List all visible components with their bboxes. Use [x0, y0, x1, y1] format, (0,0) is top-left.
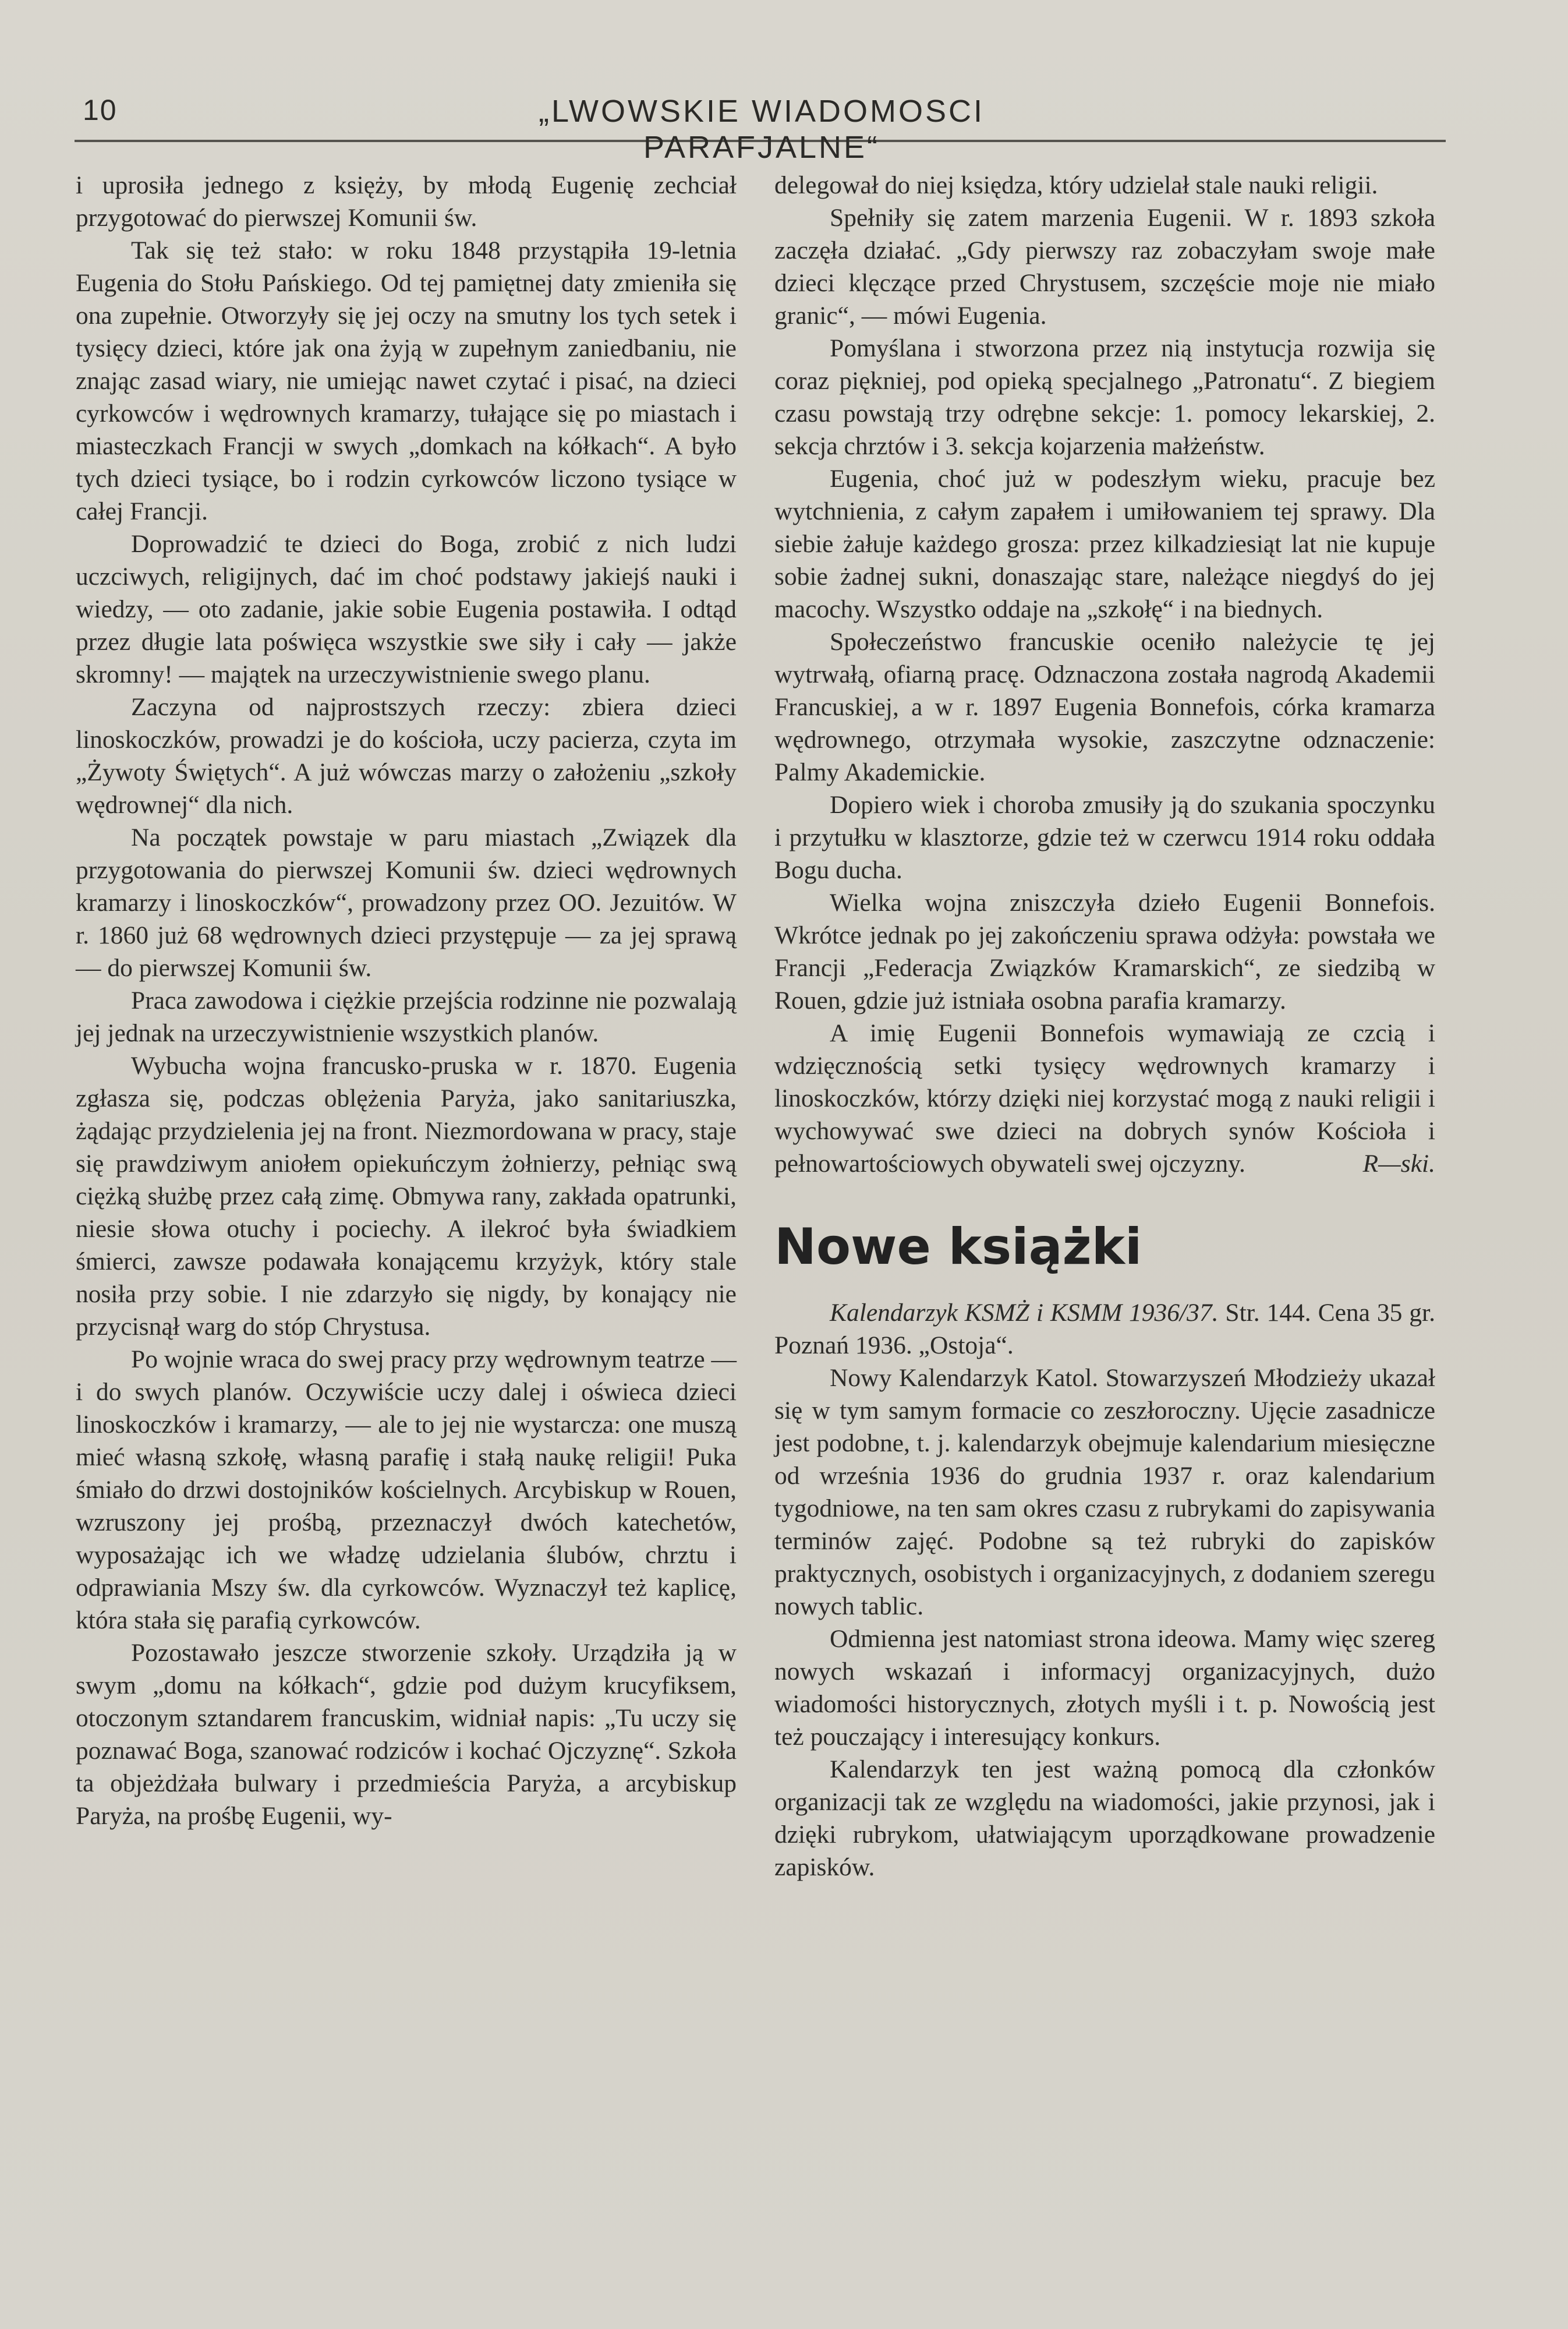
page-number: 10 [83, 94, 118, 126]
paragraph: Tak się też stało: w roku 1848 przystąpiła 19-letnia Eugenia do Stołu Pańskiego. Od tej pamiętnej daty zmieniła się ona zupełnie. Otworzyły się jej oczy na smutny los tych setek i tysięcy dzieci, które jak ona żyją w zupełnym zaniedbaniu, nie znając zasad wiary, nie umiejąc nawet czytać i pisać, na dzieci cyrkowców i wędrownych kramarzy, tułające się po miastach i miasteczkach Francji w swych „domkach na kółkach“. A było tych dzieci tysiące, bo i rodzin cyrkowców liczono tysiące w całej Francji. [76, 236, 737, 525]
paragraph: Kalendarzyk ten jest ważną pomocą dla członków organizacji tak ze względu na wiadomości, jakie przynosi, jak i dzięki rubrykom, ułatwiającym uporządkowane prowadzenie zapisków. [774, 1755, 1435, 1881]
paragraph: Dopiero wiek i choroba zmusiły ją do szukania spoczynku i przytułku w klasztorze, gdzie też w czerwcu 1914 roku oddała Bogu ducha. [774, 791, 1435, 884]
right-column [774, 169, 1435, 1883]
review-heading [774, 1296, 1435, 1362]
paragraph: Pozostawało jeszcze stworzenie szkoły. Urządziła ją w swym „domu na kółkach“, gdzie pod dużym krucyfiksem, otoczonym sztandarem francuskim, widniał napis: „Tu uczy się poznawać Boga, szanować rodziców i kochać Ojczyznę“. Szkoła ta objeżdżała bulwary i przedmieścia Paryża, a arcybiskup Paryża, na prośbę Eugenii, wy- [76, 1639, 737, 1830]
paragraph: Wielka wojna zniszczyła dzieło Eugenii Bonnefois. Wkrótce jednak po jej zakończeniu sprawa odżyła: powstała we Francji „Federacja Związków Kramarskich“, ze siedzibą w Rouen, gdzie już istniała osobna parafia kramarzy. [774, 889, 1435, 1015]
author-signature: R—ski. [1362, 1150, 1435, 1178]
book-title: Kalendarzyk KSMŻ i KSMM 1936/37. [830, 1299, 1219, 1327]
paragraph: Zaczyna od najprostszych rzeczy: zbiera dzieci linoskoczków, prowadzi je do kościoła, uczy pacierza, czyta im „Żywoty Świętych“. A już wówczas marzy o założeniu „szkoły wędrownej“ dla nich. [76, 693, 737, 819]
paragraph: delegował do niej księdza, który udzielał stale nauki religii. [774, 171, 1378, 199]
paragraph: A imię Eugenii Bonnefois wymawiają ze czcią i wdzięcznością setki tysięcy wędrownych kramarzy i linoskoczków, którzy dzięki niej korzystać mogą z nauki religii i wychowywać swe dzieci na dobrych synów Kościoła i pełnowartościowych obywateli swej ojczyzny. [774, 1019, 1435, 1178]
left-column [76, 169, 737, 1832]
paragraph: Eugenia, choć już w podeszłym wieku, pracuje bez wytchnienia, z całym zapałem i umiłowaniem tej sprawy. Dla siebie żałuje każdego grosza: przez kilkadziesiąt lat nie kupuje sobie żadnej sukni, donaszając stare, należące niegdyś do jej macochy. Wszystko oddaje na „szkołę“ i na biednych. [774, 465, 1435, 623]
page-header [75, 93, 1446, 165]
paragraph: i uprosiła jednego z księży, by młodą Eugenię zechciał przygotować do pierwszej Komunii św. [76, 171, 737, 232]
paragraph: Nowy Kalendarzyk Katol. Stowarzyszeń Młodzieży ukazał się w tym samym formacie co zeszłoroczny. Ujęcie zasadnicze jest podobne, t. j. kalendarzyk obejmuje kalendarium miesięczne od września 1936 do grudnia 1937 r. oraz kalendarium tygodniowe, na ten sam okres czasu z rubrykami do zapisywania terminów zajęć. Podobne są też rubryki do zapisków praktycznych, osobistych i organizacyjnych, z dodaniem szeregu nowych tablic. [774, 1364, 1435, 1620]
paragraph: Odmienna jest natomiast strona ideowa. Mamy więc szereg nowych wskazań i informacyj organizacyjnych, dużo wiadomości historycznych, złotych myśli i t. p. Nowością jest też pouczający i interesujący konkurs. [774, 1625, 1435, 1751]
section-title: Nowe książki [774, 1218, 1142, 1276]
running-title: „LWOWSKIE WIADOMOSCI PARAFJALNE“ [539, 94, 985, 165]
paragraph: Pomyślana i stworzona przez nią instytucja rozwija się coraz piękniej, pod opieką specjalnego „Patronatu“. Z biegiem czasu powstają trzy odrębne sekcje: 1. pomocy lekarskiej, 2. sekcja chrztów i 3. sekcja kojarzenia małżeństw. [774, 334, 1435, 460]
paragraph: Wybucha wojna francusko-pruska w r. 1870. Eugenia zgłasza się, podczas oblężenia Paryża, jako sanitariuszka, żądając przydzielenia jej na front. Niezmordowana w pracy, staje się prawdziwym aniołem opiekuńczym żołnierzy, pełniąc swą ciężką służbę przez całą zimę. Obmywa rany, zakłada opatrunki, niesie słowa otuchy i pociechy. A ilekroć była świadkiem śmierci, zawsze podawała konającemu krzyżyk, który stale nosiła przy sobie. I nie zdarzyło się nigdy, by konający nie przycisnął warg do stóp Chrystusa. [76, 1052, 737, 1341]
paragraph: Doprowadzić te dzieci do Boga, zrobić z nich ludzi uczciwych, religijnych, dać im choć podstawy jakiejś nauki i wiedzy, — oto zadanie, jakie sobie Eugenia postawiła. I odtąd przez długie lata poświęca wszystkie swe siły i cały — jakże skromny! — majątek na urzeczywistnienie swego planu. [76, 530, 737, 688]
paragraph: Społeczeństwo francuskie oceniło należycie tę jej wytrwałą, ofiarną pracę. Odznaczona została nagrodą Akademii Francuskiej, a w r. 1897 Eugenia Bonnefois, córka kramarza wędrownego, otrzymała wysokie, zaszczytne odznaczenie: Palmy Akademickie. [774, 628, 1435, 786]
paragraph: Praca zawodowa i ciężkie przejścia rodzinne nie pozwalają jej jednak na urzeczywistnienie wszystkich planów. [76, 987, 737, 1047]
book-details: Str. 144. Cena 35 gr. Poznań 1936. „Ostoja“. [774, 1299, 1435, 1359]
paragraph: Po wojnie wraca do swej pracy przy wędrownym teatrze — i do swych planów. Oczywiście uczy dalej i oświeca dzieci linoskoczków i kramarzy, — ale to jej nie wystarcza: one muszą mieć własną szkołę, własną parafię i stałą naukę religii! Puka śmiało do drzwi dostojników kościelnych. Arcybiskup w Rouen, wzruszony jej prośbą, przeznaczył dwóch katechetów, wyposażając ich we władzę udzielania ślubów, chrztu i odprawiania Mszy św. dla cyrkowców. Wyznaczył też kaplicę, która stała się parafią cyrkowców. [76, 1345, 737, 1634]
paragraph: Spełniły się zatem marzenia Eugenii. W r. 1893 szkoła zaczęła działać. „Gdy pierwszy raz zobaczyłam swoje małe dzieci klęczące przed Chrystusem, szczęście moje nie miało granic“, — mówi Eugenia. [774, 204, 1435, 330]
paragraph: Na początek powstaje w paru miastach „Związek dla przygotowania do pierwszej Komunii św. dzieci wędrownych kramarzy i linoskoczków“, prowadzony przez OO. Jezuitów. W r. 1860 już 68 wędrownych dzieci przystępuje — za jej sprawą — do pierwszej Komunii św. [76, 824, 737, 982]
